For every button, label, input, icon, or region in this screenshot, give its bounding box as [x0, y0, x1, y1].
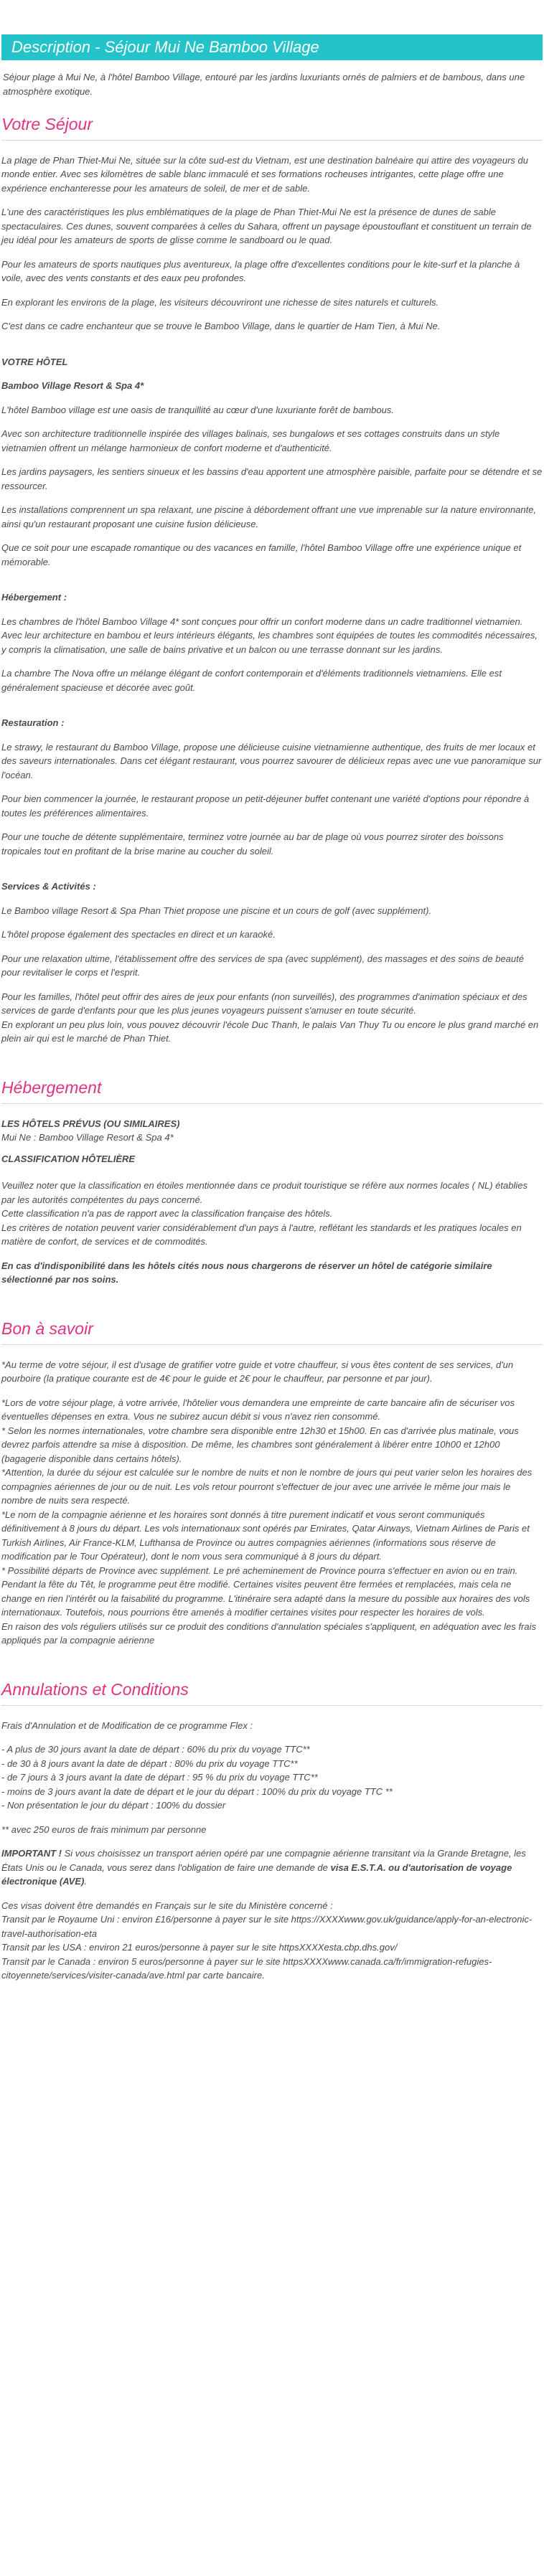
- section-heading: Hébergement: [1, 1077, 102, 1097]
- intro-text: Séjour plage à Mui Ne, à l'hôtel Bamboo Village, entouré par les jardins luxuriants ornés de palmiers et de bambous, dans une atmosphère exotique.: [3, 72, 525, 97]
- list-item: - A plus de 30 jours avant la date de départ : 60% du prix du voyage TTC**: [1, 1744, 310, 1755]
- paragraph: La chambre The Nova offre un mélange élégant de confort contemporain et d'éléments traditionnels vietnamiens. Elle est généralement spacieuse et décorée avec goût.: [1, 668, 502, 693]
- section-votre-sejour: [1, 111, 543, 141]
- list-item: - de 30 à 8 jours avant la date de départ : 80% du prix du voyage TTC**: [1, 1758, 298, 1769]
- important-end: .: [84, 1876, 87, 1887]
- section-heading: Votre Séjour: [1, 115, 93, 133]
- hebergement-label: Hébergement :: [1, 592, 67, 603]
- hotels-line: Mui Ne : Bamboo Village Resort & Spa 4*: [1, 1132, 174, 1143]
- paragraph: En explorant les environs de la plage, les visiteurs découvriront une richesse de sites naturels et culturels.: [1, 296, 439, 308]
- hotels-label: LES HÔTELS PRÉVUS (OU SIMILAIRES): [1, 1118, 180, 1129]
- paragraph: Avec son architecture traditionnelle inspirée des villages balinais, ses bungalows et ses cottages construits dans un style vietnamien offrent un mélange harmonieux de confort moderne et d'authenticité.: [1, 428, 500, 453]
- important-notice: [1, 1846, 543, 1889]
- classification-label: CLASSIFICATION HÔTELIÈRE: [1, 1153, 136, 1164]
- paragraph: L'une des caractéristiques les plus emblématiques de la plage de Phan Thiet-Mui Ne est la présence de dunes de sable spectaculaires. Ces dunes, souvent comparées à celles du Sahara, offrent un paysage époustouflant et constituent un terrain de jeu idéal pour les amateurs de sports de glisse comme le sandboard ou le quad.: [1, 207, 532, 246]
- list-item: - Non présentation le jour du départ : 100% du dossier: [1, 1800, 226, 1811]
- paragraph: Que ce soit pour une escapade romantique ou des vacances en famille, l'hôtel Bamboo Village offre une expérience unique et mémorable.: [1, 542, 522, 567]
- important-label: IMPORTANT !: [1, 1848, 62, 1859]
- cancellation-intro: Frais d'Annulation et de Modification de ce programme Flex :: [1, 1719, 253, 1731]
- visa-line: Ces visas doivent être demandés en Français sur le site du Ministère concerné :: [1, 1900, 333, 1911]
- restauration-label: Restauration :: [1, 717, 65, 729]
- paragraph: Pour les amateurs de sports nautiques plus aventureux, la plage offre d'excellentes conditions pour le kite-surf et la planche à voile, avec des vents constants et des eaux peu profondes.: [1, 258, 520, 284]
- visa-line: Transit par le Canada : environ 5 euros/personne à payer sur le site httpsXXXXwww.canada.ca/fr/immigration-refugies-citoyennete/services/visiter-canada/ave.html par carte bancaire.: [1, 1955, 492, 1981]
- list-item: - de 7 jours à 3 jours avant la date de départ : 95 % du prix du voyage TTC**: [1, 1772, 318, 1783]
- visa-list: [1, 1899, 543, 1983]
- section-bon-a-savoir: [1, 1316, 543, 1345]
- section-hebergement: [1, 1075, 543, 1104]
- paragraph: La plage de Phan Thiet-Mui Ne, située sur la côte sud-est du Vietnam, est une destination balnéaire qui attire des voyageurs du monde entier. Avec ses kilomètres de sable blanc immaculé et ses formations rocheuses intrigantes, cette plage offre une expérience enchanteresse pour les amateurs de soleil, de mer et de sable.: [1, 154, 528, 194]
- visa-emphasis: visa E.S.T.A. ou d'autorisation de voyage électronique (AVE): [1, 1862, 512, 1887]
- section-heading: Annulations et Conditions: [1, 1679, 189, 1699]
- paragraph: Les installations comprennent un spa relaxant, une piscine à débordement offrant une vue imprenable sur la nature environnante, ainsi qu'un restaurant proposant une cuisine fusion délicieuse.: [1, 504, 537, 529]
- list-item: - moins de 3 jours avant la date de départ et le jour du départ : 100% du prix du voyage TTC **: [1, 1785, 393, 1797]
- tips-paragraph: *Au terme de votre séjour, il est d'usage de gratifier votre guide et votre chauffeur, si vous êtes content de ses services, d'un pourboire (la pratique courante est de 4€ pour le guide et 2€ pour le chauffeur, par personne et par jour).: [1, 1359, 514, 1384]
- hotel-label: VOTRE HÔTEL: [1, 356, 68, 367]
- services-label: Services & Activités :: [1, 881, 96, 892]
- paragraph: Pour une touche de détente supplémentaire, terminez votre journée au bar de plage où vous pourrez siroter des boissons tropicales tout en profitant de la brise marine au coucher du soleil.: [1, 831, 504, 857]
- paragraph: Pour une relaxation ultime, l'établissement offre des services de spa (avec supplément), des massages et des soins de beauté pour revitaliser le corps et l'esprit.: [1, 953, 524, 978]
- minimum-fee-note: ** avec 250 euros de frais minimum par personne: [1, 1824, 207, 1835]
- paragraph: Pour les familles, l'hôtel peut offrir des aires de jeux pour enfants (non surveillés), des programmes d'animation spéciaux et des services de garde d'enfants pour que les plus jeunes voyageurs puissent s'amuser en toute sécurité. En explorant un peu plus loin, vous pouvez découvrir l'école Duc Thanh, le palais Van Thuy Tu ou encore le plus grand marché en plein air qui est le marché de Phan Thiet.: [1, 991, 539, 1044]
- paragraph: L'hôtel propose également des spectacles en direct et un karaoké.: [1, 929, 276, 940]
- banner-title: Description - Séjour Mui Ne Bamboo Village: [11, 38, 319, 56]
- paragraph: Les chambres de l'hôtel Bamboo Village 4* sont conçues pour offrir un confort moderne dans un cadre traditionnel vietnamien. Avec leur architecture en bambou et leurs intérieurs élégants, les chambres sont équipées de toutes les commodités nécessaires, y compris la climatisation, une salle de bains privative et un balcon ou une terrasse donnant sur les jardins.: [1, 615, 538, 655]
- paragraph: L'hôtel Bamboo village est une oasis de tranquillité au cœur d'une luxuriante forêt de bambous.: [1, 404, 394, 415]
- paragraph: Pour bien commencer la journée, le restaurant propose un petit-déjeuner buffet contenant une variété d'options pour répondre à toutes les préférences alimentaires.: [1, 793, 530, 818]
- paragraph: C'est dans ce cadre enchanteur que se trouve le Bamboo Village, dans le quartier de Ham Tien, à Mui Ne.: [1, 321, 441, 332]
- visa-line: Transit par les USA : environ 21 euros/personne à payer sur le site httpsXXXXesta.cbp.dhs.gov/: [1, 1942, 398, 1953]
- page: [0, 34, 544, 1983]
- section-divider: [1, 140, 543, 141]
- availability-note: En cas d'indisponibilité dans les hôtels cités nous nous chargerons de réserver un hôtel de catégorie similaire sélectionné par nos soins.: [1, 1260, 492, 1285]
- important-text: Si vous choisissez un transport aérien opéré par une compagnie aérienne transitant via la Grande Bretagne, les États Unis ou le Canada, vous serez dans l'obligation de faire une demande de: [1, 1848, 526, 1873]
- cancellation-list: [1, 1742, 543, 1813]
- paragraph: Le strawy, le restaurant du Bamboo Village, propose une délicieuse cuisine vietnamienne authentique, des fruits de mer locaux et des saveurs internationales. Dans cet élégant restaurant, vous pourrez savourer de délicieux repas avec une vue panoramique sur l'océan.: [1, 741, 542, 780]
- section-divider: [1, 1344, 543, 1345]
- page-banner: [1, 34, 543, 60]
- info-paragraph: *Lors de votre séjour plage, à votre arrivée, l'hôtelier vous demandera une empreinte de carte bancaire afin de sécuriser vos éventuelles dépenses en extra. Vous ne subirez aucun débit si vous n'avez rien consommé. * Selon les normes internationales, votre chambre sera disponible entre 12h30 et 15h00. En cas d'arrivée plus matinale, vous devrez parfois attendre sa mise à disposition. De même, les chambres sont généralement à libérer entre 10h00 et 12h00 (bagagerie disponible dans certains hôtels). *Attention, la durée du séjour est calculée sur le nombre de nuits et non le nombre de jours qui peut varier selon les horaires des compagnies aériennes de jour ou de nuit. Les vols retour pourront s'effectuer de jour avec une arrivée le même jour mais le nombre de nuits sera respecté. *Le nom de la compagnie aérienne et les horaires sont donnés à titre purement indicatif et vous seront communiqués définitivement à 8 jours du départ. Les vols internationaux sont opérés par Emirates, Qatar Airways, Vietnam Airlines de Paris et Turkish Airlines, Air France-KLM, Lufthansa de Province ou autres compagnies aériennes (informations sous réserve de modification par le Tour Opérateur), dont le nom vous sera communiqué à 8 jours du départ. * Possibilité départs de Province avec supplément. Le pré acheminement de Province pourra s'effectuer en avion ou en train. Pendant la fête du Têt, le programme peut être modifié. Certaines visites peuvent être fermées et remplacées, mais cela ne change en rien l'intérêt ou la faisabilité du programme. L'itinéraire sera adapté dans la mesure du possible aux horaires des vols internationaux. Toutefois, nous pourrions être amenés à modifier certaines visites pour respecter les horaires de vols. En raison des vols réguliers utilisés sur ce produit des conditions d'annulation spéciales s'appliquent, en adéquation avec les frais appliqués par la compagnie aérienne: [1, 1397, 536, 1646]
- visa-line: Transit par le Royaume Uni : environ £16/personne à payer sur le site https://XXXXwww.gov.uk/guidance/apply-for-an-electronic-travel-authorisation-eta: [1, 1914, 533, 1939]
- section-divider: [1, 1705, 543, 1706]
- classification-text: Veuillez noter que la classification en étoiles mentionnée dans ce produit touristique se réfère aux normes locales ( NL) établies par les autorités compétentes du pays concerné. Cette classification n'a pas de rapport avec la classification française des hôtels. Les critères de notation peuvent varier considérablement d'un pays à l'autre, reflétant les standards et les pratiques locales en matière de confort, de services et de commodités.: [1, 1180, 527, 1247]
- section-annulations: [1, 1676, 543, 1706]
- hotel-name: Bamboo Village Resort & Spa 4*: [1, 380, 144, 392]
- paragraph: Les jardins paysagers, les sentiers sinueux et les bassins d'eau apportent une atmosphère paisible, parfaite pour se détendre et se ressourcer.: [1, 466, 543, 491]
- section-divider: [1, 1103, 543, 1104]
- section-heading: Bon à savoir: [1, 1318, 93, 1338]
- paragraph: Le Bamboo village Resort & Spa Phan Thiet propose une piscine et un cours de golf (avec supplément).: [1, 905, 432, 916]
